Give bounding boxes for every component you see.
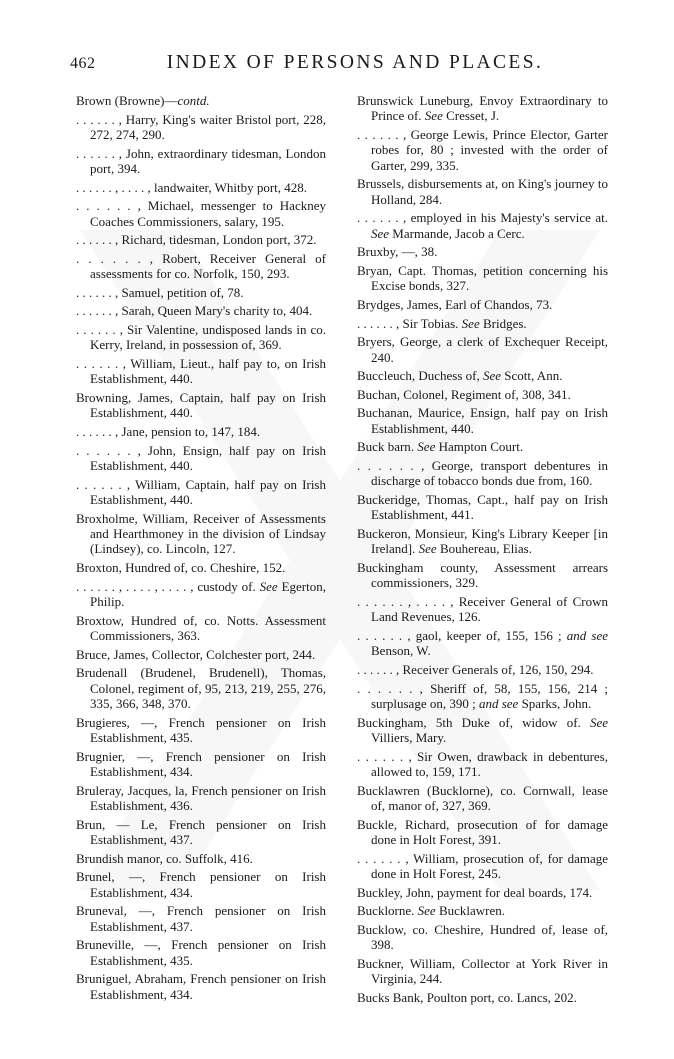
entry-text: . . . . . . , Sarah, Queen Mary's charity to, 404. xyxy=(76,303,313,319)
cross-reference-label: See xyxy=(417,439,436,455)
index-entry xyxy=(357,210,608,241)
index-entry xyxy=(357,297,608,312)
entry-text: Buckingham county, Assessment arrears commissioners, 329. xyxy=(357,559,608,591)
running-title: INDEX OF PERSONS AND PLACES. xyxy=(166,52,544,73)
entry-text: Buckley, John, payment for deal boards, 174. xyxy=(357,884,593,900)
entry-text: Broxholme, William, Receiver of Assessments and Hearthmoney in the division of Lindsay (Lindsey), co. Lincoln, 127. xyxy=(76,510,326,557)
entry-text: . . . . . . , John, Ensign, half pay on Irish Establishment, 440. xyxy=(76,442,326,473)
entry-text: Bruneville, —, French pensioner on Irish Establishment, 435. xyxy=(76,937,326,968)
index-entry xyxy=(76,511,326,557)
entry-text: . . . . . . , Receiver Generals of, 126, 150, 294. xyxy=(357,661,594,677)
index-entry xyxy=(76,93,326,108)
cross-reference-label: See xyxy=(371,225,390,241)
entry-text: Marmande, Jacob a Cerc. xyxy=(389,225,525,241)
cross-reference-label: See xyxy=(483,368,502,384)
entry-text: Brydges, James, Earl of Chandos, 73. xyxy=(357,297,553,312)
index-entry xyxy=(357,387,608,402)
index-entry xyxy=(76,180,326,195)
entry-text: Bridges. xyxy=(479,315,527,331)
index-entry xyxy=(76,285,326,300)
index-entry xyxy=(76,322,326,353)
index-entry xyxy=(76,817,326,848)
cross-reference-label: and see xyxy=(566,627,608,643)
index-entry xyxy=(76,390,326,421)
entry-text: Buckeron, Monsieur, King's Library Keeper [in Ireland]. xyxy=(357,525,608,557)
cross-reference-label: and see xyxy=(478,695,519,711)
entry-text: Brunswick Luneburg, Envoy Extraordinary to Prince of. xyxy=(357,93,608,124)
index-entry xyxy=(357,956,608,987)
entry-text: . . . . . . , George Lewis, Prince Elector, Garter robes for, 80 ; invested with the order of Garter, 299, 335. xyxy=(357,127,608,173)
index-entry xyxy=(76,783,326,814)
continuation-label: contd. xyxy=(177,93,210,108)
index-entry xyxy=(76,665,326,711)
entry-text: Brugieres, —, French pensioner on Irish Establishment, 435. xyxy=(76,714,326,745)
entry-text: Buckingham, 5th Duke of, widow of. xyxy=(357,714,590,730)
entry-text: . . . . . . , Sheriff of, 58, 155, 156, 214 ; surplusage on, 390 ; xyxy=(357,680,608,711)
entry-text: . . . . . . , . . . . , Receiver General of Crown Land Revenues, 126. xyxy=(357,593,608,625)
index-entry xyxy=(76,715,326,746)
index-entry xyxy=(76,356,326,387)
index-entry xyxy=(357,560,608,591)
index-entry xyxy=(76,443,326,474)
entry-text: Buckle, Richard, prosecution of for damage done in Holt Forest, 391. xyxy=(357,816,608,847)
entry-text: . . . . . . , gaol, keeper of, 155, 156 ; xyxy=(357,627,567,643)
entry-text: Bucklorne. xyxy=(357,903,418,919)
entry-text: . . . . . . , George, transport debentures in discharge of tobacco bonds due from, 160. xyxy=(357,457,608,489)
entry-text: Bucklawren (Bucklorne), co. Cornwall, lease of, manor of, 327, 369. xyxy=(357,782,608,813)
index-entry xyxy=(357,176,608,207)
entry-text: Benson, W. xyxy=(371,643,431,659)
entry-text: Egerton, Philip. xyxy=(90,578,326,609)
index-entry xyxy=(357,903,608,918)
entry-text: Bryers, George, a clerk of Exchequer Receipt, 240. xyxy=(357,334,608,365)
entry-text: Bruniguel, Abraham, French pensioner on Irish Establishment, 434. xyxy=(76,971,326,1002)
index-entry xyxy=(357,681,608,712)
entry-text: Bruxby, —, 38. xyxy=(357,244,438,260)
entry-text: Buchanan, Maurice, Ensign, half pay on Irish Establishment, 440. xyxy=(357,405,608,436)
entry-text: Buckner, William, Collector at York River in Virginia, 244. xyxy=(357,955,608,987)
entry-text: . . . . . . , . . . . , . . . . , custody of. xyxy=(76,578,260,594)
index-entry xyxy=(357,628,608,659)
index-entry xyxy=(357,127,608,173)
entry-text: Buchan, Colonel, Regiment of, 308, 341. xyxy=(357,386,571,402)
page-header xyxy=(70,52,640,80)
index-entry xyxy=(357,749,608,780)
entry-text: . . . . . . , Richard, tidesman, London port, 372. xyxy=(76,232,317,248)
index-entry xyxy=(357,783,608,814)
index-entry xyxy=(76,647,326,662)
index-entry xyxy=(357,851,608,882)
entry-text: . . . . . . , Michael, messenger to Hackney Coaches Commissioners, salary, 195. xyxy=(76,198,326,229)
entry-text: Villiers, Mary. xyxy=(371,729,447,745)
entry-text: Brussels, disbursements at, on King's journey to Holland, 284. xyxy=(357,176,608,207)
index-entry xyxy=(357,885,608,900)
entry-text: Bouhereau, Elias. xyxy=(436,541,532,557)
entry-text: Hampton Court. xyxy=(435,439,524,455)
index-entry xyxy=(76,477,326,508)
index-entry xyxy=(76,424,326,439)
entry-text: Bucklawren. xyxy=(435,903,506,919)
page-number: 462 xyxy=(70,55,96,72)
entry-text: . . . . . . , . . . . , landwaiter, Whitby port, 428. xyxy=(76,179,308,195)
index-entry xyxy=(76,112,326,143)
entry-text: . . . . . . , employed in his Majesty's service at. xyxy=(357,210,608,226)
entry-text: Bucks Bank, Poulton port, co. Lancs, 202. xyxy=(357,989,577,1005)
right-column xyxy=(357,93,608,1008)
entry-text: . . . . . . , Sir Valentine, undisposed lands in co. Kerry, Ireland, in possession of, 369. xyxy=(76,321,326,353)
index-entry xyxy=(357,244,608,259)
entry-text: Brundish manor, co. Suffolk, 416. xyxy=(76,850,253,866)
cross-reference-label: See xyxy=(461,315,480,331)
left-column xyxy=(76,93,326,1005)
entry-text: . . . . . . , John, extraordinary tidesman, London port, 394. xyxy=(76,145,326,176)
entry-text: Bruce, James, Collector, Colchester port, 244. xyxy=(76,646,316,662)
entry-text: Brugnier, —, French pensioner on Irish Establishment, 434. xyxy=(76,748,326,779)
index-entry xyxy=(357,368,608,383)
entry-text: Bucklow, co. Cheshire, Hundred of, lease of, 398. xyxy=(357,921,608,953)
entry-text: Broxton, Hundred of, co. Cheshire, 152. xyxy=(76,559,286,575)
index-entry xyxy=(357,458,608,489)
index-entry xyxy=(357,263,608,294)
index-entry xyxy=(76,303,326,318)
index-entry xyxy=(76,251,326,282)
index-entry xyxy=(76,198,326,229)
index-entry xyxy=(76,613,326,644)
entry-text: . . . . . . , Sir Tobias. xyxy=(357,315,462,331)
entry-text: Browning, James, Captain, half pay on Irish Establishment, 440. xyxy=(76,389,326,421)
index-entry xyxy=(357,492,608,523)
entry-text: . . . . . . , Harry, King's waiter Bristol port, 228, 272, 274, 290. xyxy=(76,111,326,142)
entry-text: Cresset, J. xyxy=(442,108,500,124)
index-entry xyxy=(357,817,608,848)
index-entry xyxy=(357,405,608,436)
entry-text: Bryan, Capt. Thomas, petition concerning his Excise bonds, 327. xyxy=(357,263,608,294)
index-entry xyxy=(357,316,608,331)
cross-reference-label: See xyxy=(259,578,278,594)
entry-text: . . . . . . , Sir Owen, drawback in debentures, allowed to, 159, 171. xyxy=(357,748,608,779)
entry-text: Broxtow, Hundred of, co. Notts. Assessment Commissioners, 363. xyxy=(76,612,326,643)
entry-text: . . . . . . , William, Captain, half pay on Irish Establishment, 440. xyxy=(76,476,326,507)
entry-text: Scott, Ann. xyxy=(501,368,563,384)
index-entry xyxy=(76,560,326,575)
index-entry xyxy=(357,526,608,557)
index-entry xyxy=(76,971,326,1002)
entry-text: Brown (Browne)— xyxy=(76,93,178,108)
index-entry xyxy=(357,990,608,1005)
entry-text: Sparks, John. xyxy=(518,695,592,711)
index-entry xyxy=(76,579,326,610)
index-entry xyxy=(357,662,608,677)
cross-reference-label: See xyxy=(418,541,437,557)
entry-text: Bruleray, Jacques, la, French pensioner on Irish Establishment, 436. xyxy=(76,782,326,813)
index-entry xyxy=(76,937,326,968)
index-entry xyxy=(357,594,608,625)
index-entry xyxy=(357,922,608,953)
entry-text: Buccleuch, Duchess of, xyxy=(357,368,483,384)
entry-text: . . . . . . , William, Lieut., half pay to, on Irish Establishment, 440. xyxy=(76,355,326,387)
entry-text: Buck barn. xyxy=(357,439,418,455)
index-entry xyxy=(357,439,608,454)
cross-reference-label: See xyxy=(417,903,436,919)
entry-text: Brunel, —, French pensioner on Irish Establishment, 434. xyxy=(76,869,326,900)
index-entry xyxy=(76,146,326,177)
index-entry xyxy=(76,869,326,900)
index-entry xyxy=(76,903,326,934)
index-entry xyxy=(76,749,326,780)
entry-text: . . . . . . , William, prosecution of, for damage done in Holt Forest, 245. xyxy=(357,850,608,881)
index-entry xyxy=(76,232,326,247)
entry-text: Buckeridge, Thomas, Capt., half pay on Irish Establishment, 441. xyxy=(357,491,608,523)
entry-text: Brun, — Le, French pensioner on Irish Establishment, 437. xyxy=(76,816,326,847)
cross-reference-label: See xyxy=(589,714,608,730)
index-entry xyxy=(76,851,326,866)
entry-text: Bruneval, —, French pensioner on Irish Establishment, 437. xyxy=(76,903,326,934)
index-entry xyxy=(357,715,608,746)
cross-reference-label: See xyxy=(424,108,443,124)
index-entry xyxy=(357,93,608,124)
entry-text: . . . . . . , Robert, Receiver General of assessments for co. Norfolk, 150, 293. xyxy=(76,250,326,282)
entry-text: . . . . . . , Samuel, petition of, 78. xyxy=(76,284,244,300)
index-entry xyxy=(357,334,608,365)
entry-text: . . . . . . , Jane, pension to, 147, 184. xyxy=(76,423,261,439)
entry-text: Brudenall (Brudenel, Brudenell), Thomas, Colonel, regiment of, 95, 213, 219, 255, 276, 335, 366, 348, 370. xyxy=(76,665,326,711)
